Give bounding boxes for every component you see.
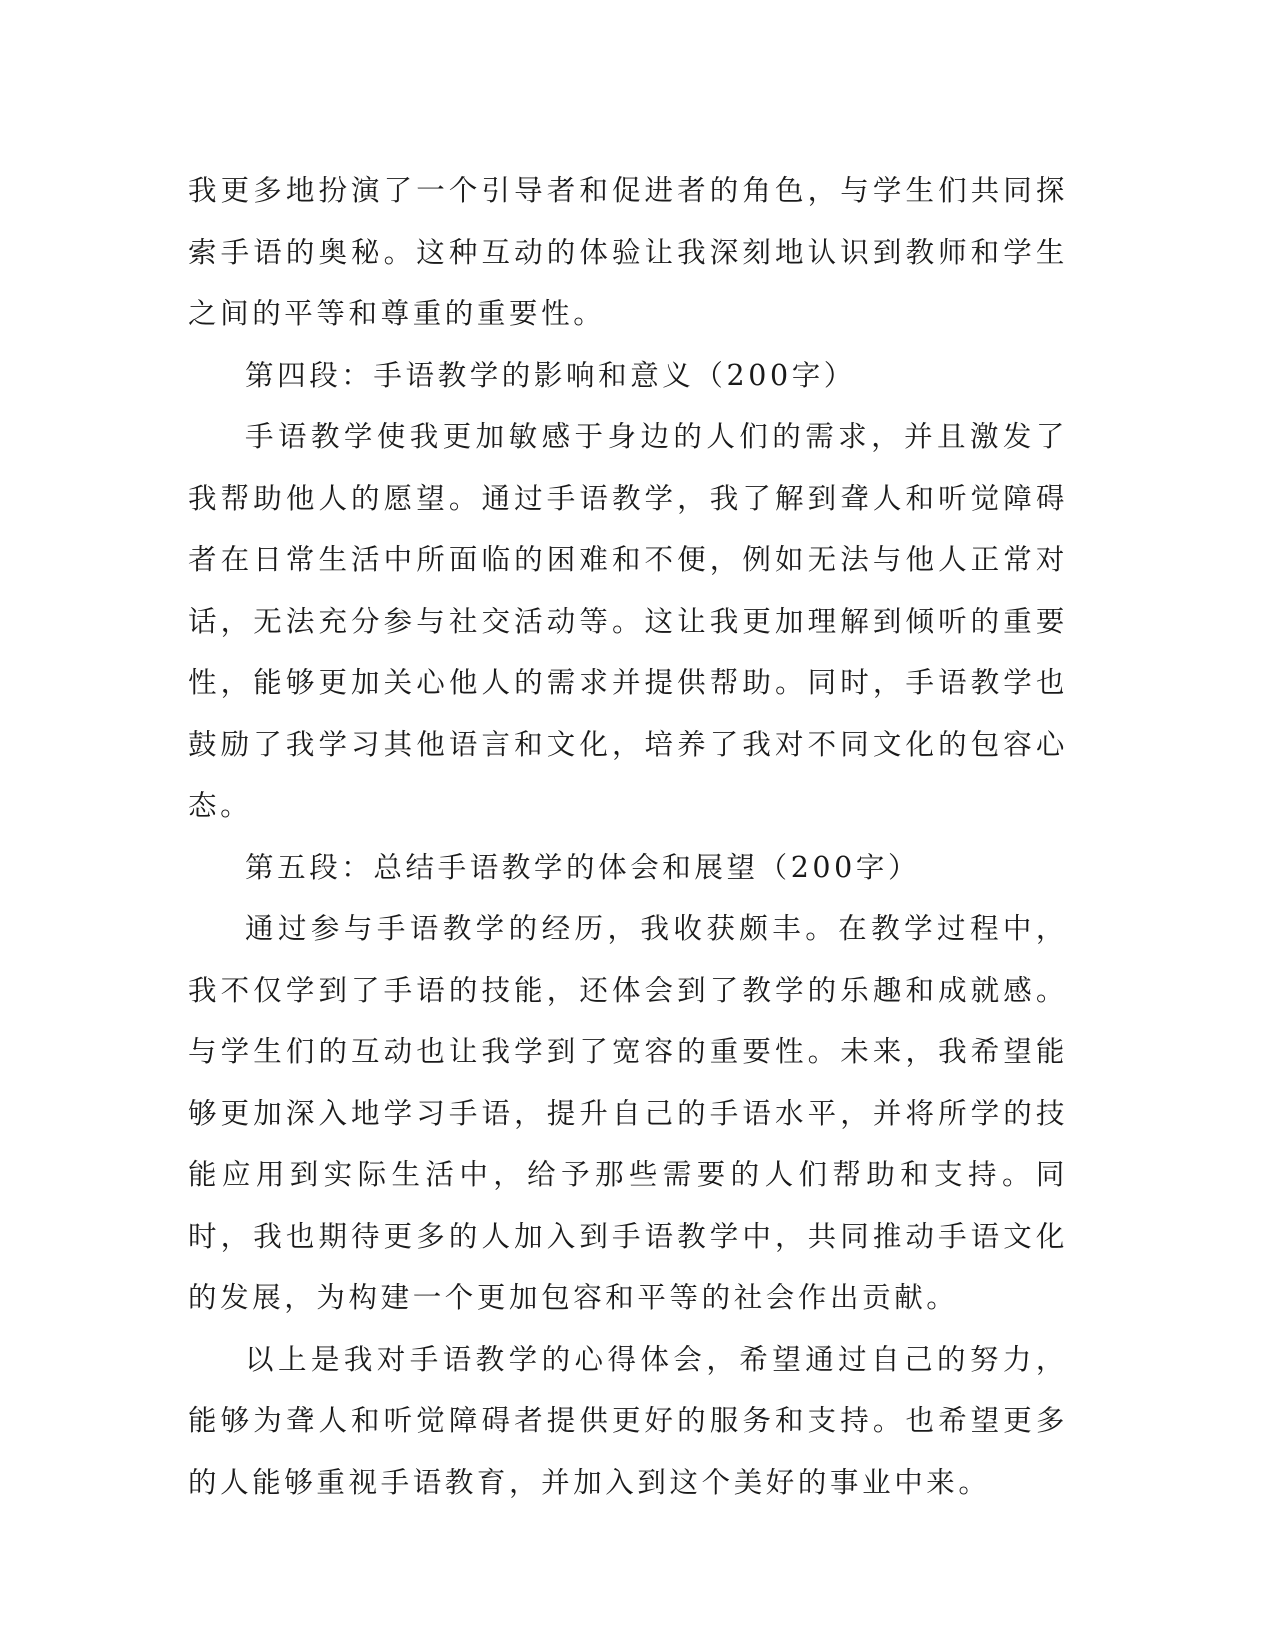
paragraph-continuation: 我更多地扮演了一个引导者和促进者的角色，与学生们共同探索手语的奥秘。这种互动的体验让我深刻地认识到教师和学生之间的平等和尊重的重要性。: [188, 174, 1068, 330]
paragraph-conclusion: 以上是我对手语教学的心得体会，希望通过自己的努力，能够为聋人和听觉障碍者提供更好的服务和支持。也希望更多的人能够重视手语教育，并加入到这个美好的事业中来。: [188, 1342, 1068, 1499]
body-text: [188, 160, 1068, 1513]
paragraph-section-4: 手语教学使我更加敏感于身边的人们的需求，并且激发了我帮助他人的愿望。通过手语教学，我了解到聋人和听觉障碍者在日常生活中所面临的困难和不便，例如无法与他人正常对话，无法充分参与社交活动等。这让我更加理解到倾听的重要性，能够更加关心他人的需求并提供帮助。同时，手语教学也鼓励了我学习其他语言和文化，培养了我对不同文化的包容心态。: [188, 420, 1068, 822]
section-heading-5: 第五段：总结手语教学的体会和展望（200字）: [245, 850, 921, 884]
section-heading-4: 第四段：手语教学的影响和意义（200字）: [245, 358, 856, 392]
paragraph-section-5: 通过参与手语教学的经历，我收获颇丰。在教学过程中，我不仅学到了手语的技能，还体会到了教学的乐趣和成就感。与学生们的互动也让我学到了宽容的重要性。未来，我希望能够更加深入地学习手语，提升自己的手语水平，并将所学的技能应用到实际生活中，给予那些需要的人们帮助和支持。同时，我也期待更多的人加入到手语教学中，共同推动手语文化的发展，为构建一个更加包容和平等的社会作出贡献。: [188, 912, 1068, 1314]
